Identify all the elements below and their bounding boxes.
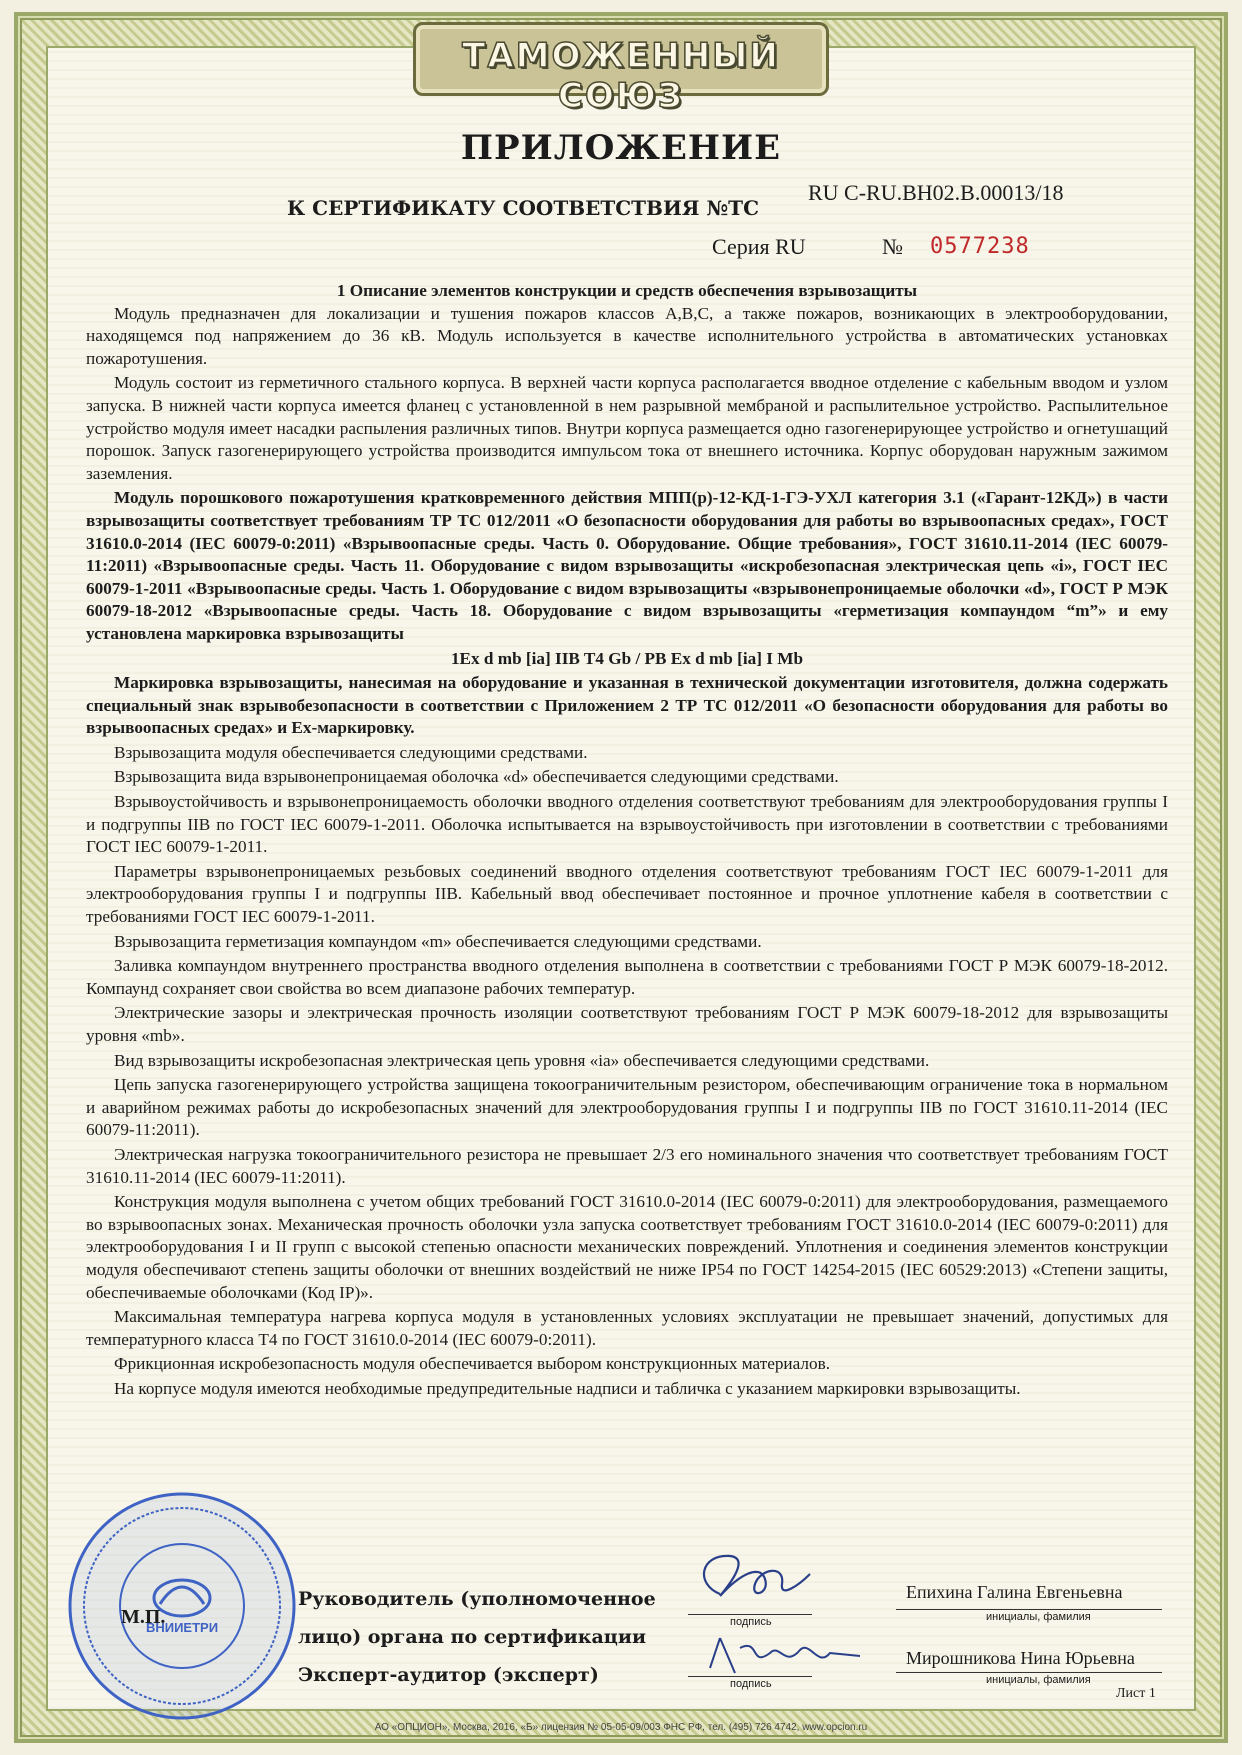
paragraph: На корпусе модуля имеются необходимые предупредительные надписи и табличка с указанием маркировки взрывозащиты. [114, 1378, 1021, 1398]
stamp-center-text: ВНИИЕТРИ [145, 1620, 219, 1635]
serial-number-label: № [882, 234, 903, 259]
ex-marking: 1Ex d mb [ia] IIB T4 Gb / PB Ex d mb [ia] I Mb [450, 648, 804, 668]
paragraph: Модуль предназначен для локализации и тушения пожаров классов А,В,С, а также пожаров, возникающих в электрооборудовании, находящемся под напряжением до 36 кВ. Модуль используется в качестве исполнительного устройства в автоматических установках пожаротушения. [86, 303, 1168, 368]
printer-footer: АО «ОПЦИОН», Москва, 2016, «Б» лицензия № 05-05-09/003 ФНС РФ, тел. (495) 726 4742, www.opcion.ru [374, 1722, 868, 1733]
marking-paragraph: Маркировка взрывозащиты, нанесимая на оборудование и указанная в технической документации изготовителя, должна содержать специальный знак взрывобезопасности в соответствии с Приложением 2 ТР ТС 012/2011 «О безопасности оборудования для работы во взрывоопасных средах» и Ex-маркировку. [86, 673, 1168, 738]
paragraph: Максимальная температура нагрева корпуса модуля в установленных условиях эксплуатации не превышает значений, допустимых для температурного класса Т4 по ГОСТ 31610.0-2014 (IEC 60079-0:2011). [86, 1307, 1168, 1349]
paragraph: Взрывозащита герметизация компаундом «m» обеспечивается следующими средствами. [114, 931, 762, 951]
page-title: ПРИЛОЖЕНИЕ [460, 128, 782, 168]
banner-text: ТАМОЖЕННЫЙ СОЮЗ [462, 36, 780, 116]
paragraph: Заливка компаундом внутреннего пространства вводного отделения выполнена в соответствии с требованиями ГОСТ Р МЭК 60079-18-2012. Компаунд сохраняет свои свойства во всем диапазоне рабочих температур. [86, 956, 1168, 998]
head-name-line [896, 1609, 1162, 1610]
paragraph: Модуль состоит из герметичного стального корпуса. В верхней части корпуса располагается вводное отделение с кабельным вводом и узлом запуска. В нижней части корпуса имеется фланец с установленной в нем разрывной мембраной и распылительное устройство. Распылительное устройство модуля имеет насадки распыления различных типов. Внутри корпуса размещается одно газогенерирующее устройство и огнетушащий порошок. Запуск газогенерирующего устройства производится импульсом тока от внешнего источника. Корпус оборудован наружным зажимом заземления. [86, 373, 1168, 483]
official-seal-stamp [62, 1486, 302, 1726]
head-signature-caption: подпись [730, 1616, 772, 1628]
paragraph: Конструкция модуля выполнена с учетом общих требований ГОСТ 31610.0-2014 (IEC 60079-0:2011) для электрооборудования, размещаемого во взрывоопасных зонах. Механическая прочность оболочки узла запуска соответствует требованиям ГОСТ 31610.0-2014 (IEC 60079-0:2011) для электрооборудования I и II групп с высокой степенью опасности механических повреждений. Уплотнения и соединения элементов конструкции модуля обеспечивают степень защиты оболочки от внешних воздействий не ниже IP54 по ГОСТ 14254-2015 (IEC 60529:2013) «Степени защиты, обеспечиваемые оболочками (Код IP)». [86, 1192, 1168, 1302]
series-label: Серия RU [712, 234, 806, 259]
expert-name: Мирошникова Нина Юрьевна [906, 1648, 1135, 1668]
paragraph: Параметры взрывонепроницаемых резьбовых соединений вводного отделения соответствуют требованиям ГОСТ IEC 60079-1-2011 для электрооборудования группы I и подгруппы IIВ. Кабельный ввод обеспечивает постоянное и прочное уплотнение кабеля в соответствии с требованиями ГОСТ IEC 60079-1-2011. [86, 861, 1168, 927]
serial-number: 0577238 [930, 234, 1030, 259]
expert-name-caption: инициалы, фамилия [986, 1674, 1091, 1686]
paragraph: Взрывозащита вида взрывонепроницаемая оболочка «d» обеспечивается следующими средствами. [114, 767, 839, 787]
paragraph: Электрические зазоры и электрическая прочность изоляции соответствуют требованиям ГОСТ Р МЭК 60079-18-2012 для взрывозащиты уровня «mb». [86, 1003, 1168, 1045]
head-name: Епихина Галина Евгеньевна [906, 1582, 1123, 1602]
expert-signature-caption: подпись [730, 1678, 772, 1690]
paragraph: Фрикционная искробезопасность модуля обеспечивается выбором конструкционных материалов. [114, 1354, 830, 1374]
document-body [86, 280, 1168, 1403]
signature-labels [298, 1580, 656, 1694]
paragraph: Цепь запуска газогенерирующего устройства защищена токоограничительным резистором, обеспечивающим ограничение тока в нормальном и аварийном режимах работы до искробезопасных значений для электрооборудования группы I и подгруппы IIВ по ГОСТ 31610.11-2014 (IEC 60079-11:2011). [86, 1075, 1168, 1140]
expert-signature [700, 1628, 880, 1688]
stamp-place-label: М.П. [121, 1606, 166, 1628]
expert-label: Эксперт-аудитор (эксперт) [298, 1664, 599, 1686]
head-signature [690, 1544, 820, 1614]
head-label-line-1: Руководитель (уполномоченное [298, 1588, 656, 1610]
paragraph: Взрывоустойчивость и взрывонепроницаемость оболочки вводного отделения соответствуют требованиям для электрооборудования группы I и подгруппы IIВ по ГОСТ IEC 60079-1-2011. Оболочка испытывается на взрывоустойчивость при изготовлении в соответствии с требованиями ГОСТ IEC 60079-1-2011. [86, 792, 1168, 857]
head-label-line-2: лицо) органа по сертификации [298, 1626, 647, 1648]
certificate-subtitle: К СЕРТИФИКАТУ СООТВЕТСТВИЯ №ТС [287, 196, 759, 220]
paragraph: Электрическая нагрузка токоограничительного резистора не превышает 2/3 его номинального значения что соответствует требованиям ГОСТ 31610.11-2014 (IEC 60079-11:2011). [86, 1144, 1168, 1187]
certificate-number: RU C-RU.BH02.B.00013/18 [808, 180, 1064, 205]
expert-name-line [896, 1672, 1162, 1673]
customs-union-banner [413, 22, 829, 116]
head-name-caption: инициалы, фамилия [986, 1611, 1091, 1623]
compliance-paragraph: Модуль порошкового пожаротушения кратковременного действия МПП(р)-12-КД-1-ГЭ-УХЛ категория 3.1 («Гарант-12КД») в части взрывозащиты соответствует требованиям ТР ТС 012/2011 «О безопасности оборудования для работы во взрывоопасных средах», ГОСТ 31610.0-2014 (IEC 60079-0:2011) «Взрывоопасные среды. Часть 0. Оборудование. Общие требования», ГОСТ 31610.11-2014 (IEC 60079-11:2011) «Взрывоопасные среды. Часть 11. Оборудование с видом взрывозащиты «искробезопасная электрическая цепь «i», ГОСТ IEC 60079-1-2011 «Взрывоопасные среды. Часть 1. Оборудование с видом взрывозащиты «взрывонепроницаемые оболочки «d», ГОСТ Р МЭК 60079-18-2012 «Взрывоопасные среды. Часть 18. Оборудование с видом взрывозащиты «герметизация компаундом “m”» и ему установлена маркировка взрывозащиты [86, 488, 1168, 643]
sheet-number: Лист 1 [1116, 1686, 1156, 1701]
section-heading: 1 Описание элементов конструкции и средств обеспечения взрывозащиты [336, 281, 918, 300]
expert-signature-line [688, 1676, 812, 1677]
paragraph: Взрывозащита модуля обеспечивается следующими средствами. [114, 742, 588, 762]
paragraph: Вид взрывозащиты искробезопасная электрическая цепь уровня «ia» обеспечивается следующими средствами. [114, 1050, 930, 1070]
head-signature-line [688, 1614, 812, 1615]
